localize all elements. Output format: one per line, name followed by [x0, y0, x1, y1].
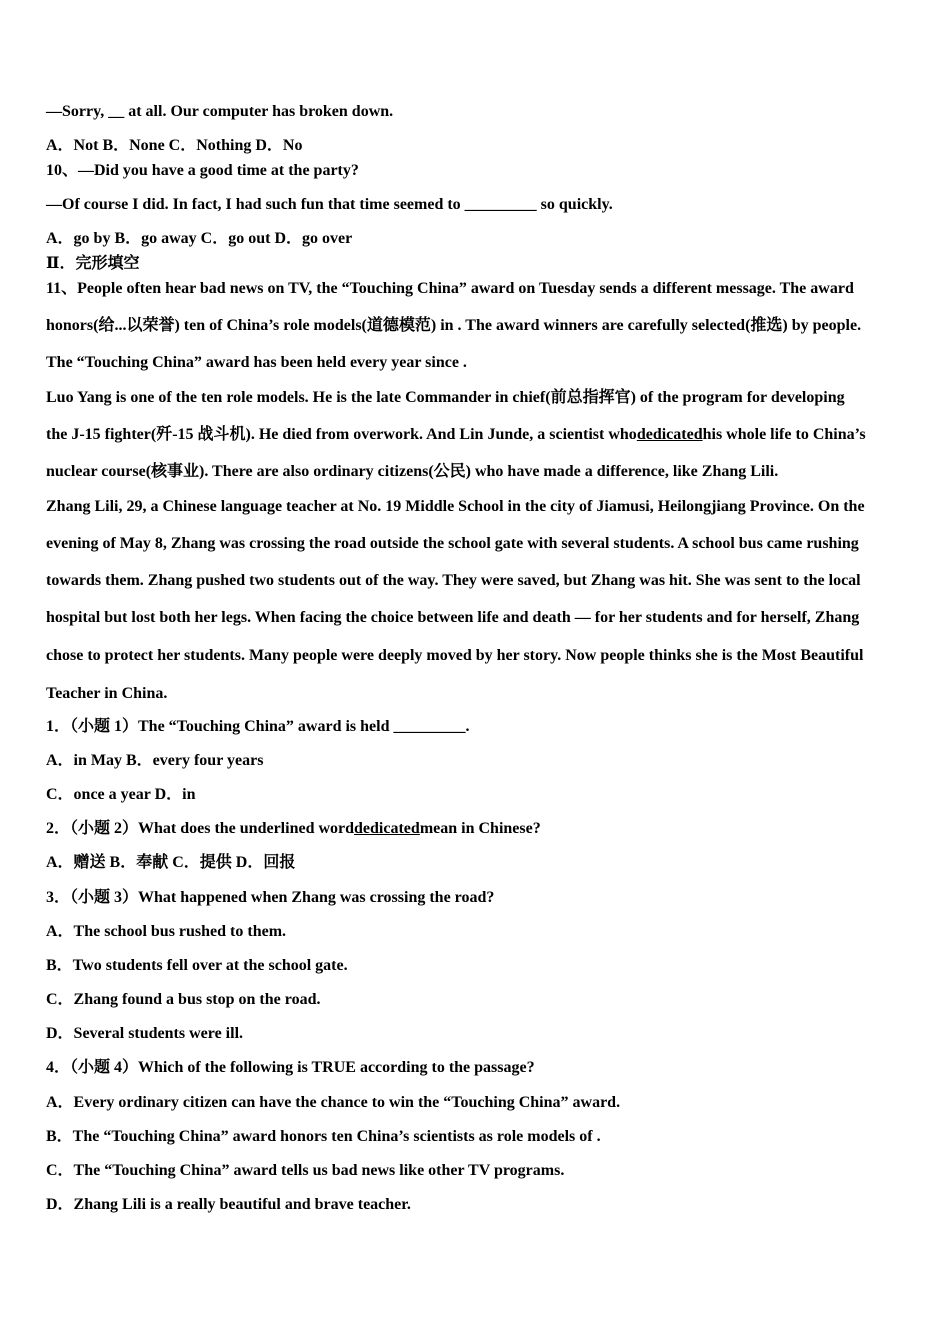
sub4-option-b: B．The “Touching China” award honors ten China’s scientists as role models of . [46, 1128, 601, 1145]
sub1-stem: 1．（小题 1）The “Touching China” award is held _________. [46, 718, 470, 735]
passage-p3-line1: Zhang Lili, 29, a Chinese language teacher at No. 19 Middle School in the city of Jiamusi, Heilongjiang Province. On the [46, 498, 865, 515]
q10-dialogue-line: —Of course I did. In fact, I had such fun that time seemed to _________ so quickly. [46, 196, 613, 213]
q9-dialogue-line: —Sorry, __ at all. Our computer has broken down. [46, 103, 394, 120]
question-text: 2．（小题 2）What does the underlined word [46, 820, 355, 837]
sub2-options: A．赠送 B．奉献 C．提供 D．回报 [46, 854, 296, 871]
passage-p3-line5: chose to protect her students. Many people were deeply moved by her story. Now people thinks she is the Most Beautiful [46, 647, 864, 664]
sub4-stem: 4．（小题 4）Which of the following is TRUE according to the passage? [46, 1059, 535, 1076]
passage-p3-line6: Teacher in China. [46, 685, 168, 702]
sub1-options-cd: C．once a year D．in [46, 786, 196, 803]
section-heading: Ⅱ．完形填空 [46, 255, 140, 272]
sub3-option-a: A．The school bus rushed to them. [46, 923, 287, 940]
sub4-option-c: C．The “Touching China” award tells us bad news like other TV programs. [46, 1162, 565, 1179]
q9-options: A．Not B．None C．Nothing D．No [46, 137, 303, 154]
q10-options: A．go by B．go away C．go out D．go over [46, 230, 353, 247]
q10-stem: 10、—Did you have a good time at the party? [46, 162, 359, 179]
sub4-option-a: A．Every ordinary citizen can have the chance to win the “Touching China” award. [46, 1094, 621, 1111]
passage-p2-line3: nuclear course(核事业). There are also ordinary citizens(公民) who have made a difference, like Zhang Lili. [46, 463, 779, 480]
sub1-options-ab: A．in May B．every four years [46, 752, 264, 769]
passage-p1-line1: 11、People often hear bad news on TV, the “Touching China” award on Tuesday sends a different message. The award [46, 280, 854, 297]
passage-p3-line3: towards them. Zhang pushed two students out of the way. They were saved, but Zhang was hit. She was sent to the local [46, 572, 861, 589]
question-text: mean in Chinese? [419, 820, 541, 837]
passage-p3-line4: hospital but lost both her legs. When facing the choice between life and death — for her students and for herself, Zhang [46, 609, 860, 626]
passage-p2-line1: Luo Yang is one of the ten role models. He is the late Commander in chief(前总指挥官) of the program for developing [46, 389, 845, 406]
passage-p1-line3: The “Touching China” award has been held every year since . [46, 354, 467, 371]
underlined-word: dedicated [636, 426, 703, 443]
passage-p1-line2: honors(给...以荣誉) ten of China’s role models(道德模范) in . The award winners are carefully selected(推选) by people. [46, 317, 862, 334]
passage-text: the J-15 fighter(歼-15 战斗机). He died from overwork. And Lin Junde, a scientist who [46, 426, 637, 443]
sub2-stem [46, 819, 541, 839]
passage-text: his whole life to China’s [702, 426, 866, 443]
underlined-word: dedicated [354, 820, 420, 837]
sub3-option-b: B．Two students fell over at the school gate. [46, 957, 348, 974]
passage-p2-line2 [46, 425, 866, 445]
sub3-stem: 3．（小题 3）What happened when Zhang was crossing the road? [46, 889, 495, 906]
sub3-option-c: C．Zhang found a bus stop on the road. [46, 991, 321, 1008]
sub3-option-d: D．Several students were ill. [46, 1025, 244, 1042]
sub4-option-d: D．Zhang Lili is a really beautiful and brave teacher. [46, 1196, 411, 1213]
passage-p3-line2: evening of May 8, Zhang was crossing the road outside the school gate with several students. A school bus came rushing [46, 535, 859, 552]
